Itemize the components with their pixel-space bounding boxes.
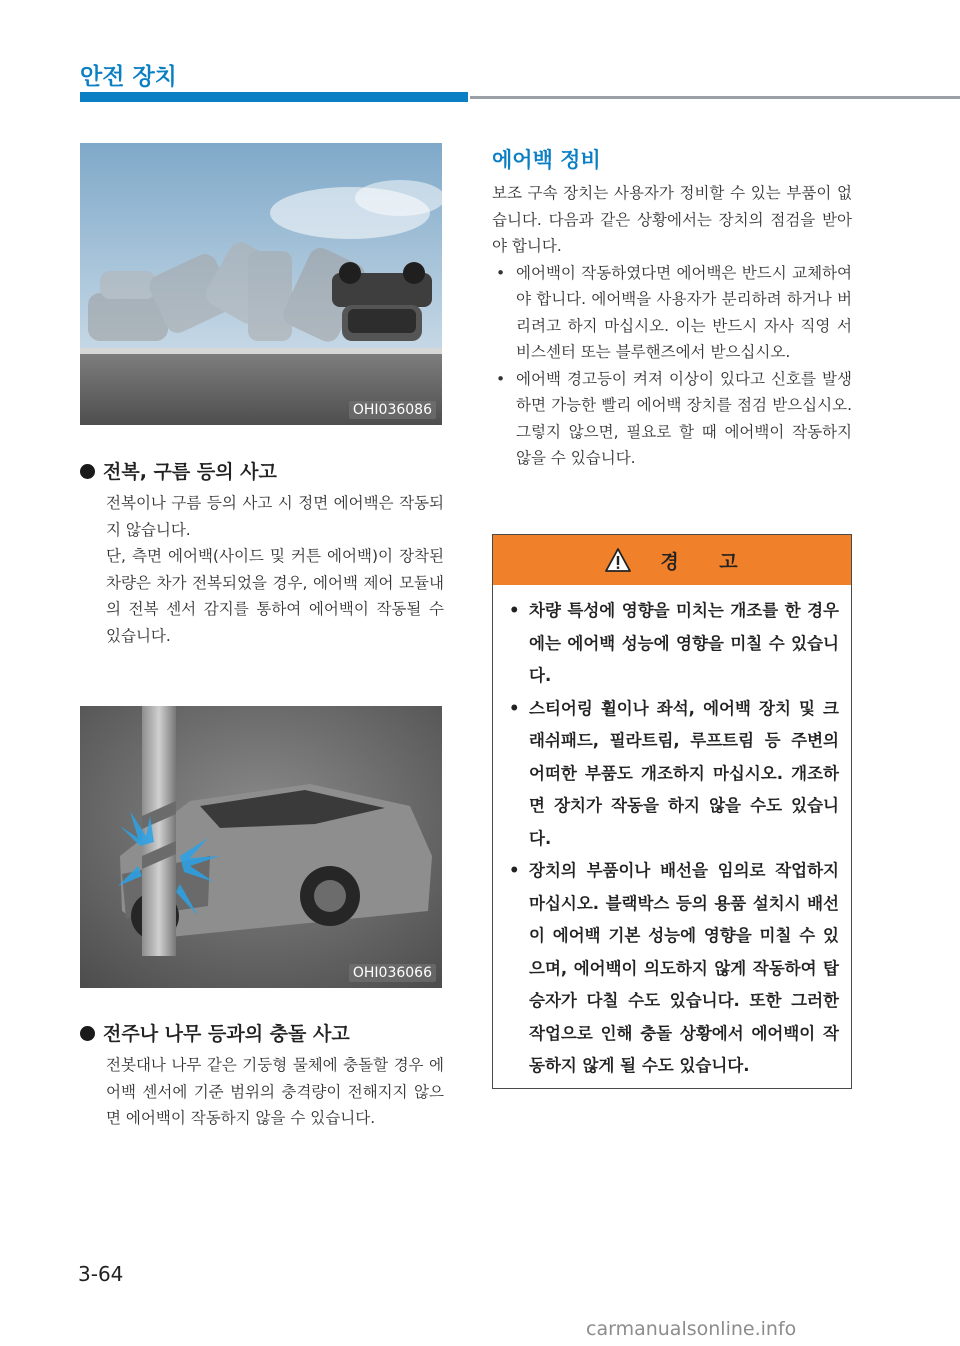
pole-drawing (80, 706, 442, 988)
warning-body (493, 585, 851, 1083)
list-item: • 차량 특성에 영향을 미치는 개조를 한 경우에는 에어백 성능에 영향을 미칠 수 있습니다. (505, 595, 839, 693)
list-item: • 장치의 부품이나 배선을 임의로 작업하지 마십시오. 블랙박스 등의 용품 설치시 배선이 에어백 기본 성능에 영향을 미칠 수 있으며, 에어백이 의도하지 않게 작동하여 탑승자가 다칠 수도 있습니다. 또한 그러한 작업으로 인해 충돌 상황에서 에어백이 작동하지 않게 될 수도 있습니다. (505, 855, 839, 1083)
figure-code-rollover: OHI036086 (349, 401, 436, 419)
watermark: carmanualsonline.info (586, 1318, 797, 1340)
heading-rollover: 전복, 구름 등의 사고 (80, 457, 277, 484)
warning-title: 경 고 (660, 550, 740, 573)
airbag-service-title: 에어백 정비 (492, 148, 601, 172)
bullet-dot-icon (80, 1026, 95, 1041)
airbag-service-intro: 보조 구속 장치는 사용자가 정비할 수 있는 부품이 없습니다. 다음과 같은 상황에서는 장치의 점검을 받아야 합니다. (492, 184, 852, 255)
section-title: 안전 장치 (80, 64, 177, 90)
list-item: • 에어백 경고등이 켜져 이상이 있다고 신호를 발생하면 가능한 빨리 에어백 장치를 점검 받으십시오. 그렇지 않으면, 필요로 할 때 에어백이 작동하지 않을 수 있습니다. (492, 366, 852, 472)
pole-collision-text: 전봇대나 나무 같은 기둥형 물체에 충돌할 경우 에어백 센서에 기준 범위의 충격량이 전해지지 않으면 에어백이 작동하지 않을 수 있습니다. (106, 1056, 444, 1127)
heading-pole-collision: 전주나 나무 등과의 충돌 사고 (80, 1019, 350, 1046)
airbag-service-list (492, 260, 852, 472)
pole-collision-illustration (80, 706, 442, 988)
airbag-service-text (492, 180, 852, 472)
warning-box (492, 534, 852, 1089)
bullet-dot-icon (80, 464, 95, 479)
rollover-drawing (80, 143, 442, 425)
rollover-illustration (80, 143, 442, 425)
header-bar-blue (80, 92, 468, 102)
warning-header (493, 535, 851, 585)
list-item: • 에어백이 작동하였다면 에어백은 반드시 교체하여야 합니다. 에어백을 사용자가 분리하려 하거나 버리려고 하지 마십시오. 이는 반드시 자사 직영 서비스센터 또는 블루핸즈에서 받으십시오. (492, 260, 852, 366)
figure-code-pole: OHI036066 (349, 964, 436, 982)
page-number: 3-64 (78, 1262, 124, 1286)
header-bar-gray (470, 96, 960, 99)
list-item: • 스티어링 휠이나 좌석, 에어백 장치 및 크래쉬패드, 필라트림, 루프트림 등 주변의 어떠한 부품도 개조하지 마십시오. 개조하면 장치가 작동을 하지 않을 수도 있습니다. (505, 693, 839, 856)
warning-triangle-icon (604, 547, 632, 573)
rollover-text: 전복이나 구름 등의 사고 시 정면 에어백은 작동되지 않습니다. 단, 측면 에어백(사이드 및 커튼 에어백)이 장착된 차량은 차가 전복되었을 경우, 에어백 제어 모듈내의 전복 센서 감지를 통하여 에어백이 작동될 수 있습니다. (106, 494, 444, 645)
